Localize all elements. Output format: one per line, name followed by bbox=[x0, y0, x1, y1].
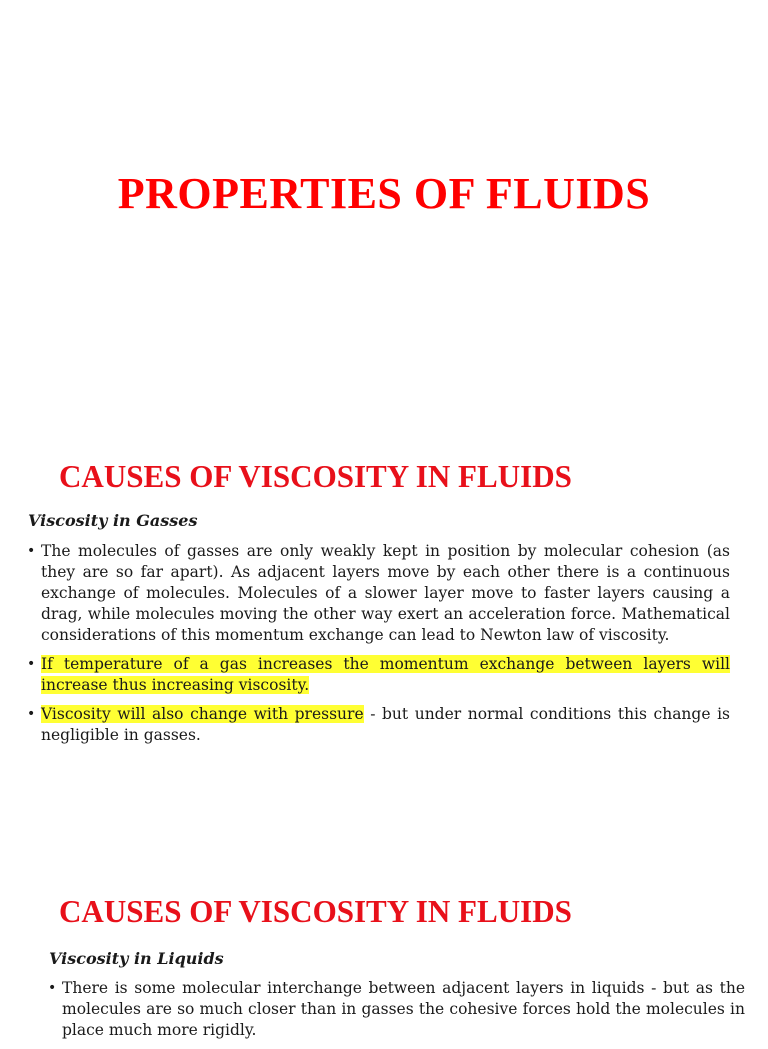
liquids-subheading: Viscosity in Liquids bbox=[49, 949, 224, 968]
gasses-bullet-1-text: The molecules of gasses are only weakly kept in position by molecular cohesion (as they are so far apart). As adjacent layers move by each other there is a continuous exchange of molecules. Molecules of a slower layer move to faster layers causing a drag, while molecules moving the other way exert an acceleration force. Mathematical considerations of this momentum exchange can lead to Newton law of viscosity. bbox=[41, 542, 730, 644]
gasses-bullet-3-highlight: Viscosity will also change with pressure bbox=[41, 705, 364, 723]
title-slide bbox=[0, 0, 768, 420]
gasses-bullet-1 bbox=[28, 541, 730, 646]
gasses-bullet-3 bbox=[28, 704, 730, 746]
gasses-bullet-3-text: - but under normal conditions this change is negligible in gasses. bbox=[41, 705, 730, 744]
gasses-bullet-list bbox=[28, 541, 730, 754]
gasses-slide bbox=[0, 420, 768, 840]
gasses-slide-heading: CAUSES OF VISCOSITY IN FLUIDS bbox=[59, 458, 572, 494]
liquids-bullet-list bbox=[49, 978, 745, 1049]
gasses-subheading: Viscosity in Gasses bbox=[28, 511, 198, 530]
gasses-bullet-2-highlight: If temperature of a gas increases the momentum exchange between layers will increase thus increasing viscosity. bbox=[41, 655, 730, 694]
liquids-bullet-1 bbox=[49, 978, 745, 1041]
liquids-slide-heading: CAUSES OF VISCOSITY IN FLUIDS bbox=[59, 893, 572, 929]
gasses-bullet-2 bbox=[28, 654, 730, 696]
liquids-slide bbox=[0, 855, 768, 1039]
main-title: PROPERTIES OF FLUIDS bbox=[117, 169, 651, 218]
liquids-bullet-1-text: There is some molecular interchange between adjacent layers in liquids - but as the molecules are so much closer than in gasses the cohesive forces hold the molecules in place much more rigidly. bbox=[62, 979, 745, 1039]
